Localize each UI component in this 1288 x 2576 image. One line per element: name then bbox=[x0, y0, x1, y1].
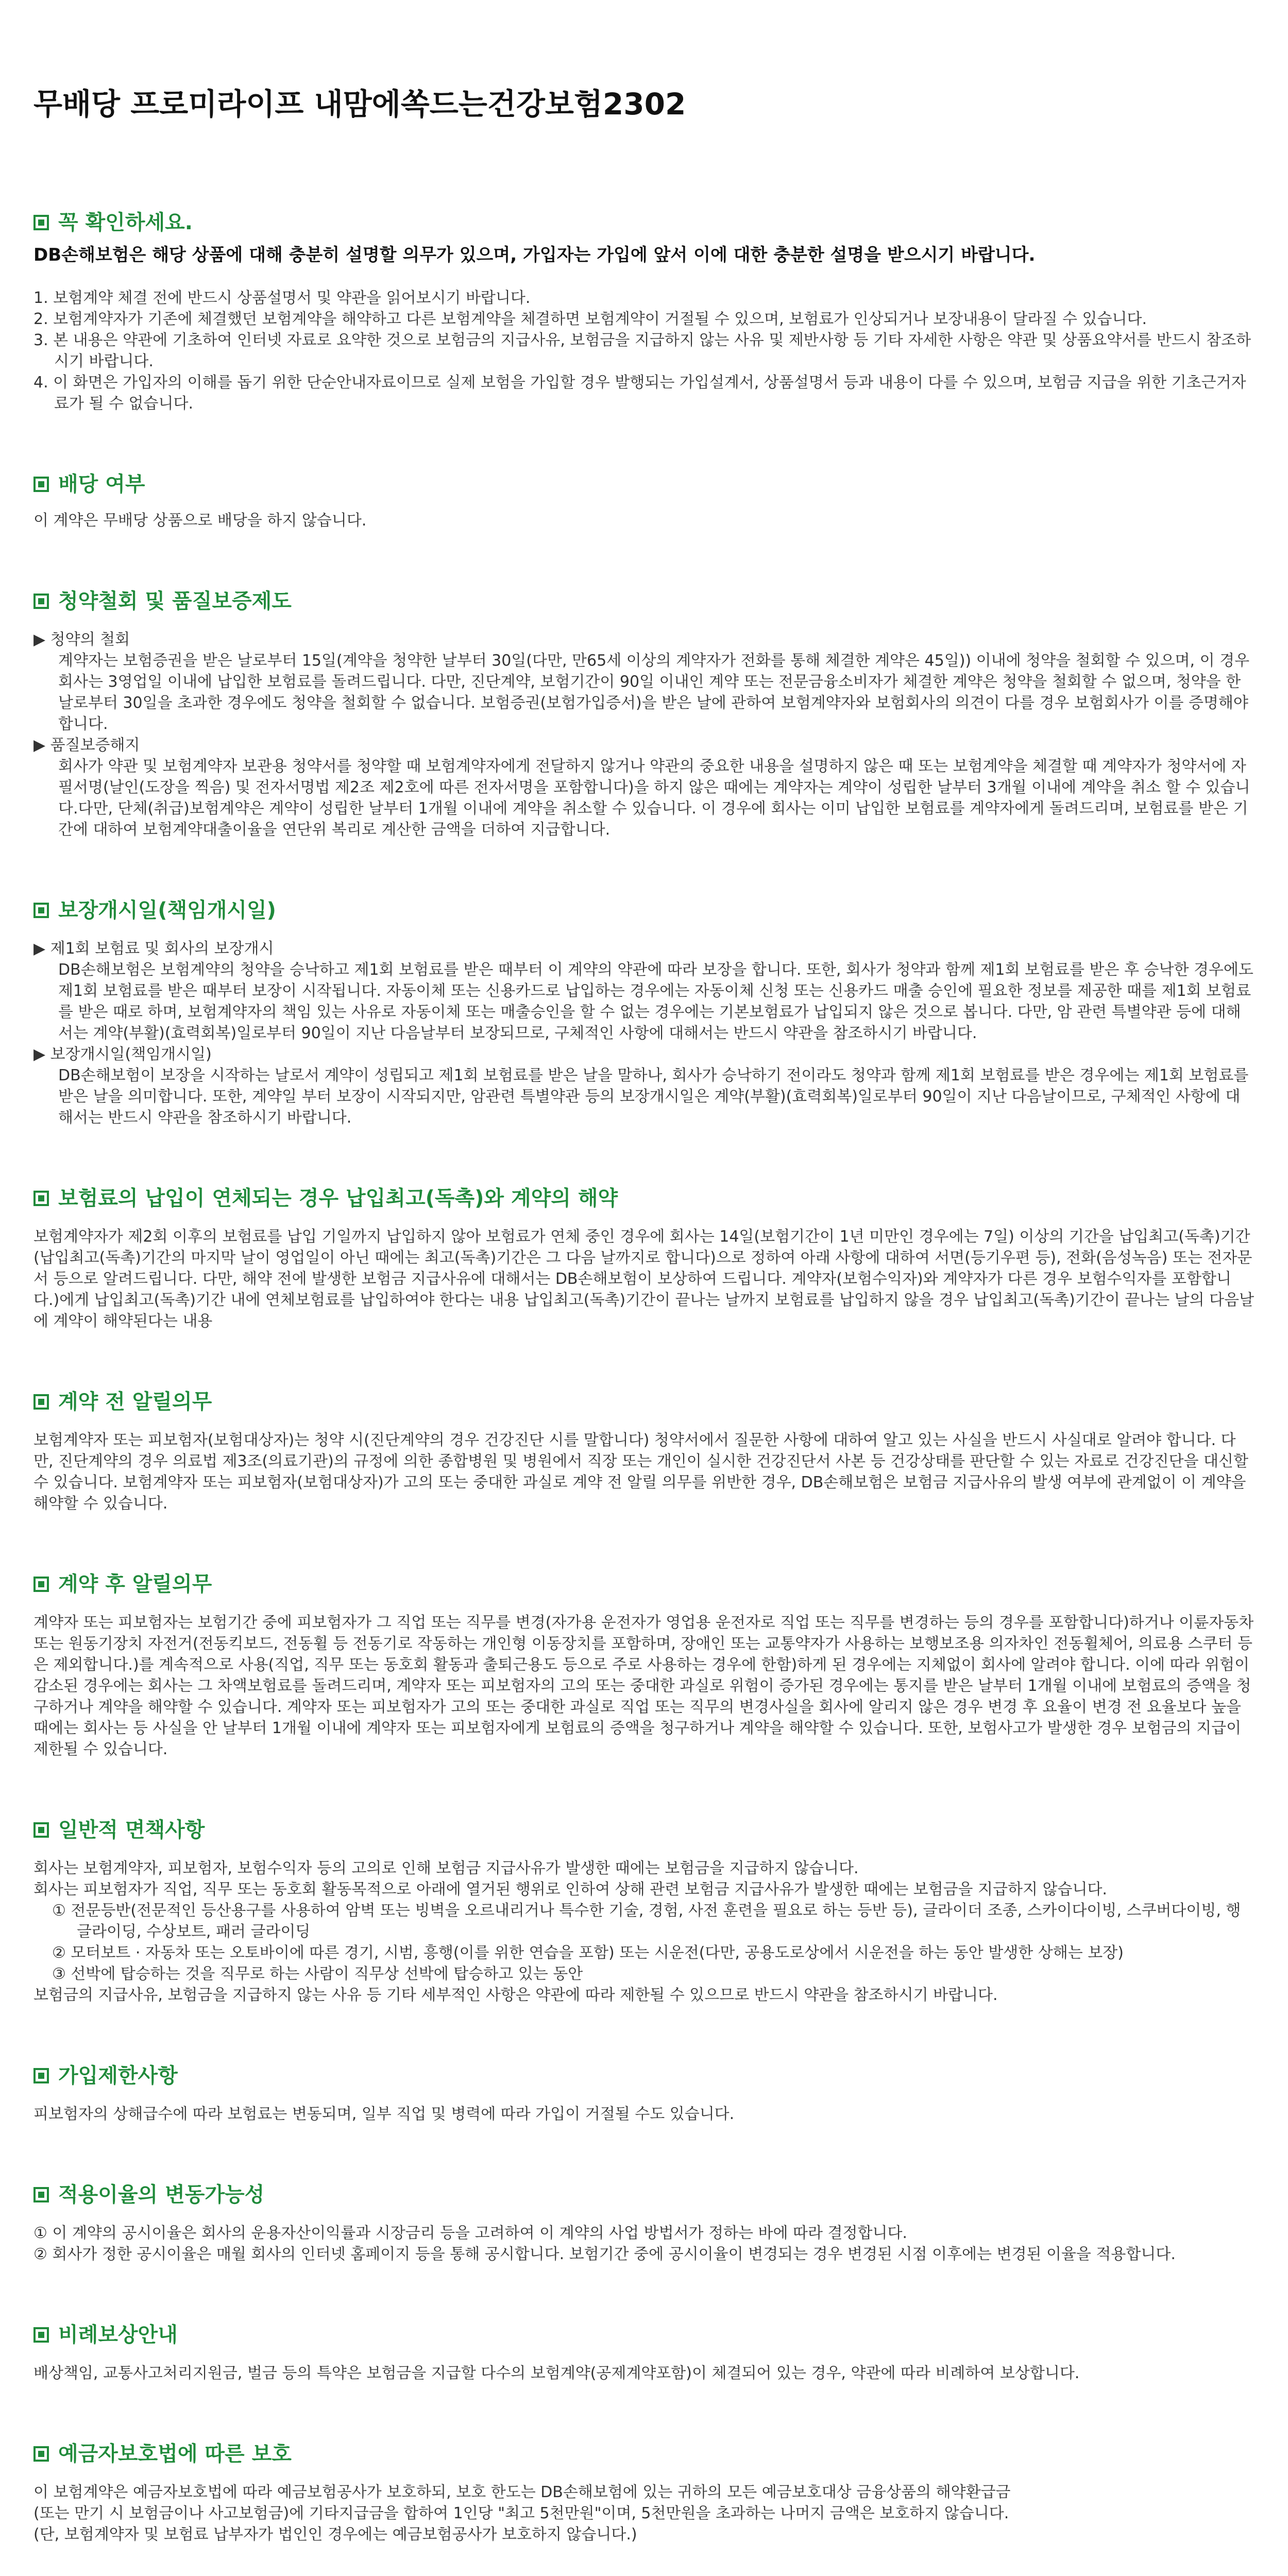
section-heading-text: 배당 여부 bbox=[58, 472, 145, 496]
section-square-icon bbox=[33, 1191, 49, 1206]
section-exemption bbox=[33, 1817, 1255, 2006]
coverage-body2: DB손해보험이 보장을 시작하는 날로서 계약이 성립되고 제1회 보험료를 받은 날을 말하나, 회사가 승낙하기 전이라도 청약과 함께 제1회 보험료를 받은 경우에는 제1회 보험료를 받은 날을 의미합니다. 또한, 계약일 부터 보장이 시작되지만, 암관련 특별약관 등의 보장개시일은 계약(부활)(효력회복)일로부터 90일이 지난 다음날이므로, 구체적인 사항에 대해서는 반드시 약관을 참조하시기 바랍니다. bbox=[58, 1066, 1249, 1127]
list-item: ② 회사가 정한 공시이율은 매월 회사의 인터넷 홈페이지 등을 통해 공시합니다. 보험기간 중에 공시이율이 변경되는 경우 변경된 시점 이후에는 변경된 이율을 적용합니다. bbox=[33, 2245, 1176, 2263]
section-square-icon bbox=[33, 2187, 49, 2202]
list-item: ③ 선박에 탑승하는 것을 직무로 하는 사람이 직무상 선박에 탑승하고 있는 동안 bbox=[52, 1964, 583, 1983]
section-heading bbox=[33, 471, 1255, 498]
list-item: ① 이 계약의 공시이율은 회사의 운용자산이익률과 시장금리 등을 고려하여 이 계약의 사업 방법서가 정하는 바에 따라 결정합니다. bbox=[33, 2224, 907, 2242]
section-heading-text: 청약철회 및 품질보증제도 bbox=[58, 589, 292, 613]
section-square-icon bbox=[33, 1577, 49, 1592]
section-heading-text: 예금자보호법에 따른 보호 bbox=[58, 2442, 292, 2466]
section-lapse bbox=[33, 1185, 1255, 1332]
section-heading bbox=[33, 2321, 1255, 2348]
section-square-icon bbox=[33, 215, 49, 230]
post-notice-body: 계약자 또는 피보험자는 보험기간 중에 피보험자가 그 직업 또는 직무를 변경(자가용 운전자가 영업용 운전자로 직업 또는 직무를 변경하는 등의 경우를 포함합니다)하거나 이륜자동차 또는 원동기장치 자전거(전동킥보드, 전동휠 등 전동기로 작동하는 개인형 이동장치를 포함하며, 장애인 또는 교통약자가 사용하는 보행보조용 의자차인 전동휠체어, 의료용 스쿠터 등은 제외합니다.)를 계속적으로 사용(직업, 직무 또는 동호회 활동과 출퇴근용도 등으로 주로 사용하는 경우에 한함)하게 된 경우에는 지체없이 회사에 알려야 합니다. 이에 따라 위험이 감소된 경우에는 회사는 그 차액보험료를 돌려드리며, 계약자 또는 피보험자의 고의 또는 중대한 과실로 위험이 증가된 경우에는 통지를 받은 날부터 1개월 이내에 보험료의 증액을 청구하거나 계약을 해약할 수 있습니다. 계약자 또는 피보험자가 고의 또는 중대한 과실로 직업 또는 직무의 변경사실을 회사에 알리지 않은 경우 변경 후 요율이 변경 전 요율보다 높을 때에는 회사는 등 사실을 안 날부터 1개월 이내에 계약자 또는 피보험자에게 보험료의 증액을 청구하거나 계약을 해약할 수 있습니다. 또한, 보험사고가 발생한 경우 보험금의 지급이 제한될 수 있습니다. bbox=[33, 1613, 1254, 1758]
page-title: 무배당 프로미라이프 내맘에쏙드는건강보험2302 bbox=[33, 87, 686, 122]
section-rate bbox=[33, 2181, 1255, 2265]
section-heading bbox=[33, 588, 1255, 615]
coverage-sub2: ▶ 보장개시일(책임개시일) bbox=[33, 1045, 212, 1063]
section-heading bbox=[33, 1571, 1255, 1598]
section-square-icon bbox=[33, 2327, 49, 2343]
section-square-icon bbox=[33, 1822, 49, 1838]
section-heading bbox=[33, 2441, 1255, 2467]
section-heading bbox=[33, 897, 1255, 924]
section-heading-text: 보험료의 납입이 연체되는 경우 납입최고(독촉)와 계약의 해약 bbox=[58, 1186, 618, 1210]
section-heading bbox=[33, 1185, 1255, 1212]
deposit-line: (단, 보험계약자 및 보험료 납부자가 법인인 경우에는 예금보험공사가 보호하지 않습니다.) bbox=[33, 2525, 637, 2544]
limit-text: 피보험자의 상해급수에 따라 보험료는 변동되며, 일부 직업 및 병력에 따라 가입이 거절될 수도 있습니다. bbox=[33, 2105, 735, 2123]
coverage-body1: DB손해보험은 보험계약의 청약을 승낙하고 제1회 보험료를 받은 때부터 이 계약의 약관에 따라 보장을 합니다. 또한, 회사가 청약과 함께 제1회 보험료를 받은 후 승낙한 경우에도 제1회 보험료를 받은 때부터 보장이 시작됩니다. 자동이체 또는 신용카드로 납입하는 경우에는 자동이체 신청 또는 신용카드 매출 승인에 필요한 정보를 제공한 때를 제1회 보험료를 받은 때로 하며, 보험계약자의 책임 있는 사유로 자동이체 또는 매출승인을 할 수 없는 경우에는 기본보험료가 납입되지 않은 것으로 봅니다. 다만, 암 관련 특별약관 등에 대해서는 계약(부활)(효력회복)일로부터 90일이 지난 다음날부터 보장되므로, 구체적인 사항에 대해서는 반드시 약관을 참조하시기 바랍니다. bbox=[58, 960, 1253, 1042]
check-list bbox=[33, 287, 1255, 414]
list-item: 2. 보험계약자가 기존에 체결했던 보험계약을 해약하고 다른 보험계약을 체결하면 보험계약이 거절될 수 있으며, 보험료가 인상되거나 보장내용이 달라질 수 있습니다. bbox=[33, 310, 1147, 328]
section-heading-text: 비례보상안내 bbox=[58, 2323, 178, 2347]
section-heading bbox=[33, 209, 1255, 236]
section-square-icon bbox=[33, 2446, 49, 2462]
exemption-line3: 보험금의 지급사유, 보험금을 지급하지 않는 사유 등 기타 세부적인 사항은 약관에 따라 제한될 수 있으므로 반드시 약관을 참조하시기 바랍니다. bbox=[33, 1986, 998, 2004]
section-dividend bbox=[33, 471, 1255, 531]
proportional-text: 배상책임, 교통사고처리지원금, 벌금 등의 특약은 보험금을 지급할 다수의 보험계약(공제계약포함)이 체결되어 있는 경우, 약관에 따라 비례하여 보상합니다. bbox=[33, 2364, 1080, 2382]
section-square-icon bbox=[33, 1394, 49, 1410]
section-pre-notice bbox=[33, 1388, 1255, 1514]
section-square-icon bbox=[33, 477, 49, 492]
section-heading bbox=[33, 2062, 1255, 2089]
check-lead: DB손해보험은 해당 상품에 대해 충분히 설명할 의무가 있으며, 가입자는 가입에 앞서 이에 대한 충분한 설명을 받으시기 바랍니다. bbox=[33, 244, 1036, 265]
list-item: ① 전문등반(전문적인 등산용구를 사용하여 암벽 또는 빙벽을 오르내리거나 특수한 기술, 경험, 사전 훈련을 필요로 하는 등반 등), 글라이더 조종, 스카이다이빙, 스쿠버다이빙, 행글라이딩, 수상보트, 패러 글라이딩 bbox=[52, 1901, 1241, 1941]
section-heading-text: 보장개시일(책임개시일) bbox=[58, 898, 276, 922]
dividend-text: 이 계약은 무배당 상품으로 배당을 하지 않습니다. bbox=[33, 511, 367, 530]
deposit-line: (또는 만기 시 보험금이나 사고보험금)에 기타지급금을 합하여 1인당 "최고 5천만원"이며, 5천만원을 초과하는 나머지 금액은 보호하지 않습니다. bbox=[33, 2504, 1009, 2522]
section-check bbox=[33, 209, 1255, 414]
coverage-sub1: ▶ 제1회 보험료 및 회사의 보장개시 bbox=[33, 939, 274, 958]
section-heading-text: 꼭 확인하세요. bbox=[58, 210, 193, 234]
exemption-line1: 회사는 보험계약자, 피보험자, 보험수익자 등의 고의로 인해 보험금 지급사유가 발생한 때에는 보험금을 지급하지 않습니다. bbox=[33, 1859, 859, 1877]
list-item: 4. 이 화면은 가입자의 이해를 돕기 위한 단순안내자료이므로 실제 보험을 가입할 경우 발행되는 가입설계서, 상품설명서 등과 내용이 다를 수 있으며, 보험금 지급을 위한 기초근거자료가 될 수 없습니다. bbox=[33, 373, 1246, 413]
section-square-icon bbox=[33, 903, 49, 918]
list-item: 3. 본 내용은 약관에 기초하여 인터넷 자료로 요약한 것으로 보험금의 지급사유, 보험금을 지급하지 않는 사유 및 제반사항 등 기타 자세한 사항은 약관 및 상품요약서를 반드시 참조하시기 바랍니다. bbox=[33, 331, 1251, 370]
pre-notice-body: 보험계약자 또는 피보험자(보험대상자)는 청약 시(진단계약의 경우 건강진단 시를 말합니다) 청약서에서 질문한 사항에 대하여 알고 있는 사실을 반드시 사실대로 알려야 합니다. 다만, 진단계약의 경우 의료법 제3조(의료기관)의 규정에 의한 종합병원 및 병원에서 직장 또는 개인이 실시한 건강진단서 사본 등 건강상태를 판단할 수 있는 자료로 건강진단을 대신할 수 있습니다. 보험계약자 또는 피보험자(보험대상자)가 고의 또는 중대한 과실로 계약 전 알릴 의무를 위반한 경우, DB손해보험은 보험금 지급사유의 발생 여부에 관계없이 이 계약을 해약할 수 있습니다. bbox=[33, 1431, 1248, 1513]
section-limit bbox=[33, 2062, 1255, 2125]
section-post-notice bbox=[33, 1571, 1255, 1760]
withdrawal-body2: 회사가 약관 및 보험계약자 보관용 청약서를 청약할 때 보험계약자에게 전달하지 않거나 약관의 중요한 내용을 설명하지 않은 때 또는 보험계약을 체결할 때 계약자가 청약서에 자필서명(날인(도장을 찍음) 및 전자서명법 제2조 제2호에 따른 전자서명을 포함합니다)을 하지 않은 때에는 계약자는 계약이 성립한 날부터 3개월 이내에 계약을 취소 할 수 있습니다.다만, 단체(취급)보험계약은 계약이 성립한 날부터 1개월 이내에 계약을 취소할 수 있습니다. 이 경우에 회사는 이미 납입한 보험료를 계약자에게 돌려드리며, 보험료를 받은 기간에 대하여 보험계약대출이율을 연단위 복리로 계산한 금액을 더하여 지급합니다. bbox=[58, 757, 1250, 839]
section-coverage bbox=[33, 897, 1255, 1128]
section-heading-text: 가입제한사항 bbox=[58, 2063, 178, 2088]
withdrawal-body1: 계약자는 보험증권을 받은 날로부터 15일(계약을 청약한 날부터 30일(다만, 만65세 이상의 계약자가 전화를 통해 체결한 계약은 45일)) 이내에 청약을 철회할 수 있으며, 이 경우 회사는 3영업일 이내에 납입한 보험료를 돌려드립니다. 다만, 진단계약, 보험기간이 90일 이내인 계약 또는 전문금융소비자가 체결한 계약은 청약을 철회할 수 없으며, 청약을 한 날로부터 30일을 초과한 경우에도 청약을 철회할 수 없습니다. 보험증권(보험가입증서)을 받은 날에 관하여 보험계약자와 보험회사의 의견이 다를 경우 보험회사가 이를 증명해야 합니다. bbox=[58, 651, 1250, 733]
withdrawal-sub1: ▶ 청약의 철회 bbox=[33, 630, 130, 649]
list-item: ② 모터보트 · 자동차 또는 오토바이에 따른 경기, 시범, 흥행(이를 위한 연습을 포함) 또는 시운전(다만, 공용도로상에서 시운전을 하는 동안 발생한 상해는 보장) bbox=[52, 1943, 1124, 1962]
section-square-icon bbox=[33, 2068, 49, 2083]
section-heading-text: 적용이율의 변동가능성 bbox=[58, 2182, 265, 2207]
section-heading bbox=[33, 2181, 1255, 2208]
section-heading bbox=[33, 1388, 1255, 1415]
section-heading-text: 일반적 면책사항 bbox=[58, 1818, 205, 1842]
section-square-icon bbox=[33, 594, 49, 609]
withdrawal-sub2: ▶ 품질보증해지 bbox=[33, 736, 140, 754]
section-proportional bbox=[33, 2321, 1255, 2384]
exemption-line2: 회사는 피보험자가 직업, 직무 또는 동호회 활동목적으로 아래에 열거된 행위로 인하여 상해 관련 보험금 지급사유가 발생한 때에는 보험금을 지급하지 않습니다. bbox=[33, 1880, 1107, 1899]
section-deposit bbox=[33, 2441, 1255, 2545]
section-heading-text: 계약 전 알릴의무 bbox=[58, 1389, 212, 1414]
deposit-line: 이 보험계약은 예금자보호법에 따라 예금보험공사가 보호하되, 보호 한도는 DB손해보험에 있는 귀하의 모든 예금보호대상 금융상품의 해약환급금 bbox=[33, 2483, 1011, 2501]
lapse-body: 보험계약자가 제2회 이후의 보험료를 납입 기일까지 납입하지 않아 보험료가 연체 중인 경우에 회사는 14일(보험기간이 1년 미만인 경우에는 7일) 이상의 기간을 납입최고(독촉)기간(납입최고(독촉)기간의 마지막 날이 영업일이 아닌 때에는 최고(독촉)기간은 그 다음 날까지로 합니다)으로 정하여 아래 사항에 대하여 서면(등기우편 등), 전화(음성녹음) 또는 전자문서 등으로 알려드립니다. 다만, 해약 전에 발생한 보험금 지급사유에 대해서는 DB손해보험이 보상하여 드립니다. 계약자(보험수익자)와 계약자가 다른 경우 보험수익자를 포함합니다.)에게 납입최고(독촉)기간 내에 연체보험료를 납입하여야 한다는 내용 납입최고(독촉)기간이 끝나는 날까지 보험료를 납입하지 않을 경우 납입최고(독촉)기간이 끝나는 날의 다음날에 계약이 해약된다는 내용 bbox=[33, 1227, 1255, 1330]
section-withdrawal bbox=[33, 588, 1255, 840]
list-item: 1. 보험계약 체결 전에 반드시 상품설명서 및 약관을 읽어보시기 바랍니다. bbox=[33, 289, 531, 307]
section-heading bbox=[33, 1817, 1255, 1843]
section-heading-text: 계약 후 알릴의무 bbox=[58, 1572, 212, 1596]
